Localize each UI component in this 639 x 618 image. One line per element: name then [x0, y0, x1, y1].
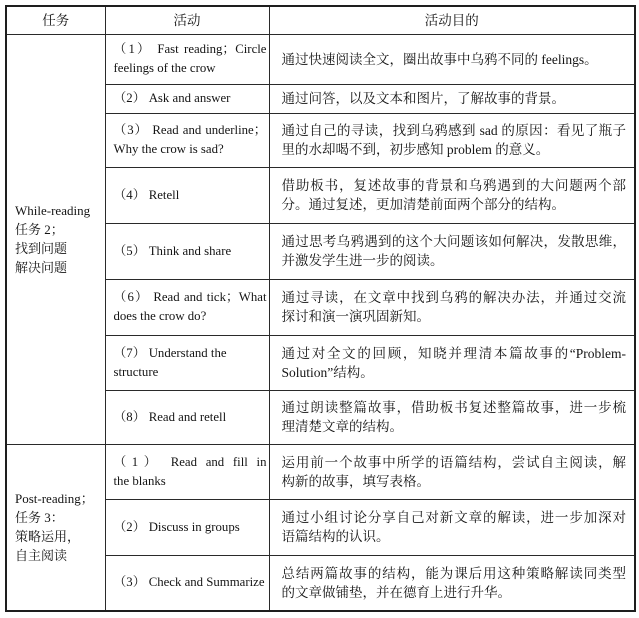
activity-cell: [105, 555, 269, 611]
purpose-line: 总结两篇故事的结构，能为课后用这种策略解读同类型: [281, 565, 626, 581]
purpose-line: 通过快速阅读全文，圈出故事中乌鸦不同的 feelings。: [281, 51, 598, 67]
activity-line: feelings of the crow: [113, 61, 216, 75]
purpose-cell: [269, 444, 635, 499]
purpose-cell: [269, 84, 635, 113]
activity-line: does the crow do?: [113, 309, 207, 323]
purpose-line: 的文章做铺垫，并在德育上进行升华。: [281, 584, 511, 600]
purpose-line: 通过思考乌鸦遇到的这个大问题该如何解决，发散思维，: [281, 234, 626, 249]
activity-cell: [105, 167, 269, 223]
activity-line: （3） Read and underline；: [113, 123, 267, 137]
purpose-cell: [269, 279, 635, 335]
activity-cell: [105, 279, 269, 335]
activity-line: （6） Read and tick；What: [113, 290, 267, 304]
task-line: 解决问题: [15, 260, 68, 275]
activity-cell: [105, 499, 269, 555]
purpose-line: 通过自己的寻读，找到乌鸦感到 sad 的原因：看见了瓶子: [281, 123, 626, 138]
purpose-line: 构新的故事，填写表格。: [281, 473, 430, 489]
purpose-line: 分。通过复述，更加清楚前面两个部分的结构。: [281, 197, 565, 212]
activity-line: （1） Read and fill in: [113, 454, 267, 469]
purpose-cell: [269, 34, 635, 84]
purpose-line: 并激发学生进一步的阅读。: [281, 253, 444, 268]
purpose-cell: [269, 390, 635, 444]
purpose-line: 借助板书，复述故事的背景和乌鸦遇到的大问题两个部: [281, 178, 626, 193]
task-line: 任务 3：: [15, 510, 64, 526]
activity-cell: [105, 335, 269, 390]
task-line: 自主阅读: [15, 548, 68, 564]
activity-cell: [105, 113, 269, 167]
activity-line: （2） Ask and answer: [113, 91, 231, 105]
purpose-line: 运用前一个故事中所学的语篇结构，尝试自主阅读，解: [281, 454, 626, 470]
activity-line: （2） Discuss in groups: [113, 519, 240, 534]
activity-line: （5） Think and share: [113, 243, 232, 258]
activity-cell: [105, 84, 269, 113]
activity-line: （7） Understand the: [113, 345, 227, 360]
purpose-line: 通过寻读，在文章中找到乌鸦的解决办法，并通过交流: [281, 290, 626, 305]
task-cell-post-reading: [6, 444, 105, 611]
task-line: 任务 2；: [15, 222, 64, 237]
activity-line: （4） Retell: [113, 187, 180, 202]
activity-line: the blanks: [113, 473, 166, 488]
activity-cell: [105, 34, 269, 84]
purpose-cell: [269, 555, 635, 611]
activity-line: （1） Fast reading；Circle: [113, 42, 267, 56]
purpose-line: 语篇结构的认识。: [281, 529, 390, 544]
activity-line: （8） Read and retell: [113, 409, 227, 424]
activity-line: structure: [113, 364, 159, 379]
table-row: [6, 444, 635, 499]
header-task: 任务: [6, 6, 105, 34]
purpose-line: 理清楚文章的结构。: [281, 419, 403, 434]
purpose-line: 通过朗读整篇故事，借助板书复述整篇故事，进一步梳: [281, 400, 626, 415]
purpose-line: Solution”结构。: [281, 364, 374, 380]
purpose-cell: [269, 335, 635, 390]
purpose-line: 里的水却喝不到，初步感知 problem 的意义。: [281, 142, 550, 157]
purpose-cell: [269, 223, 635, 279]
purpose-cell: [269, 113, 635, 167]
task-line: 找到问题: [15, 241, 68, 256]
purpose-cell: [269, 499, 635, 555]
task-cell-while-reading: [6, 34, 105, 444]
activity-line: Why the crow is sad?: [113, 142, 224, 156]
purpose-line: 通过对全文的回顾，知晓并理清本篇故事的“Problem-: [281, 345, 626, 361]
header-purpose: 活动目的: [269, 6, 635, 34]
activity-line: （3） Check and Summarize: [113, 575, 265, 590]
purpose-line: 探讨和演一演巩固新知。: [281, 309, 430, 324]
purpose-cell: [269, 167, 635, 223]
header-activity: 活动: [105, 6, 269, 34]
purpose-line: 通过小组讨论分享自己对新文章的解读，进一步加深对: [281, 510, 626, 525]
task-line: Post-reading；: [15, 491, 94, 507]
activity-cell: [105, 223, 269, 279]
activity-table: [5, 5, 636, 612]
purpose-line: 通过问答，以及文本和图片，了解故事的背景。: [281, 91, 565, 106]
activity-cell: [105, 390, 269, 444]
header-row: [6, 6, 635, 34]
task-line: 策略运用，: [15, 529, 81, 545]
activity-cell: [105, 444, 269, 499]
table-row: [6, 34, 635, 84]
task-line: While-reading: [15, 203, 91, 218]
